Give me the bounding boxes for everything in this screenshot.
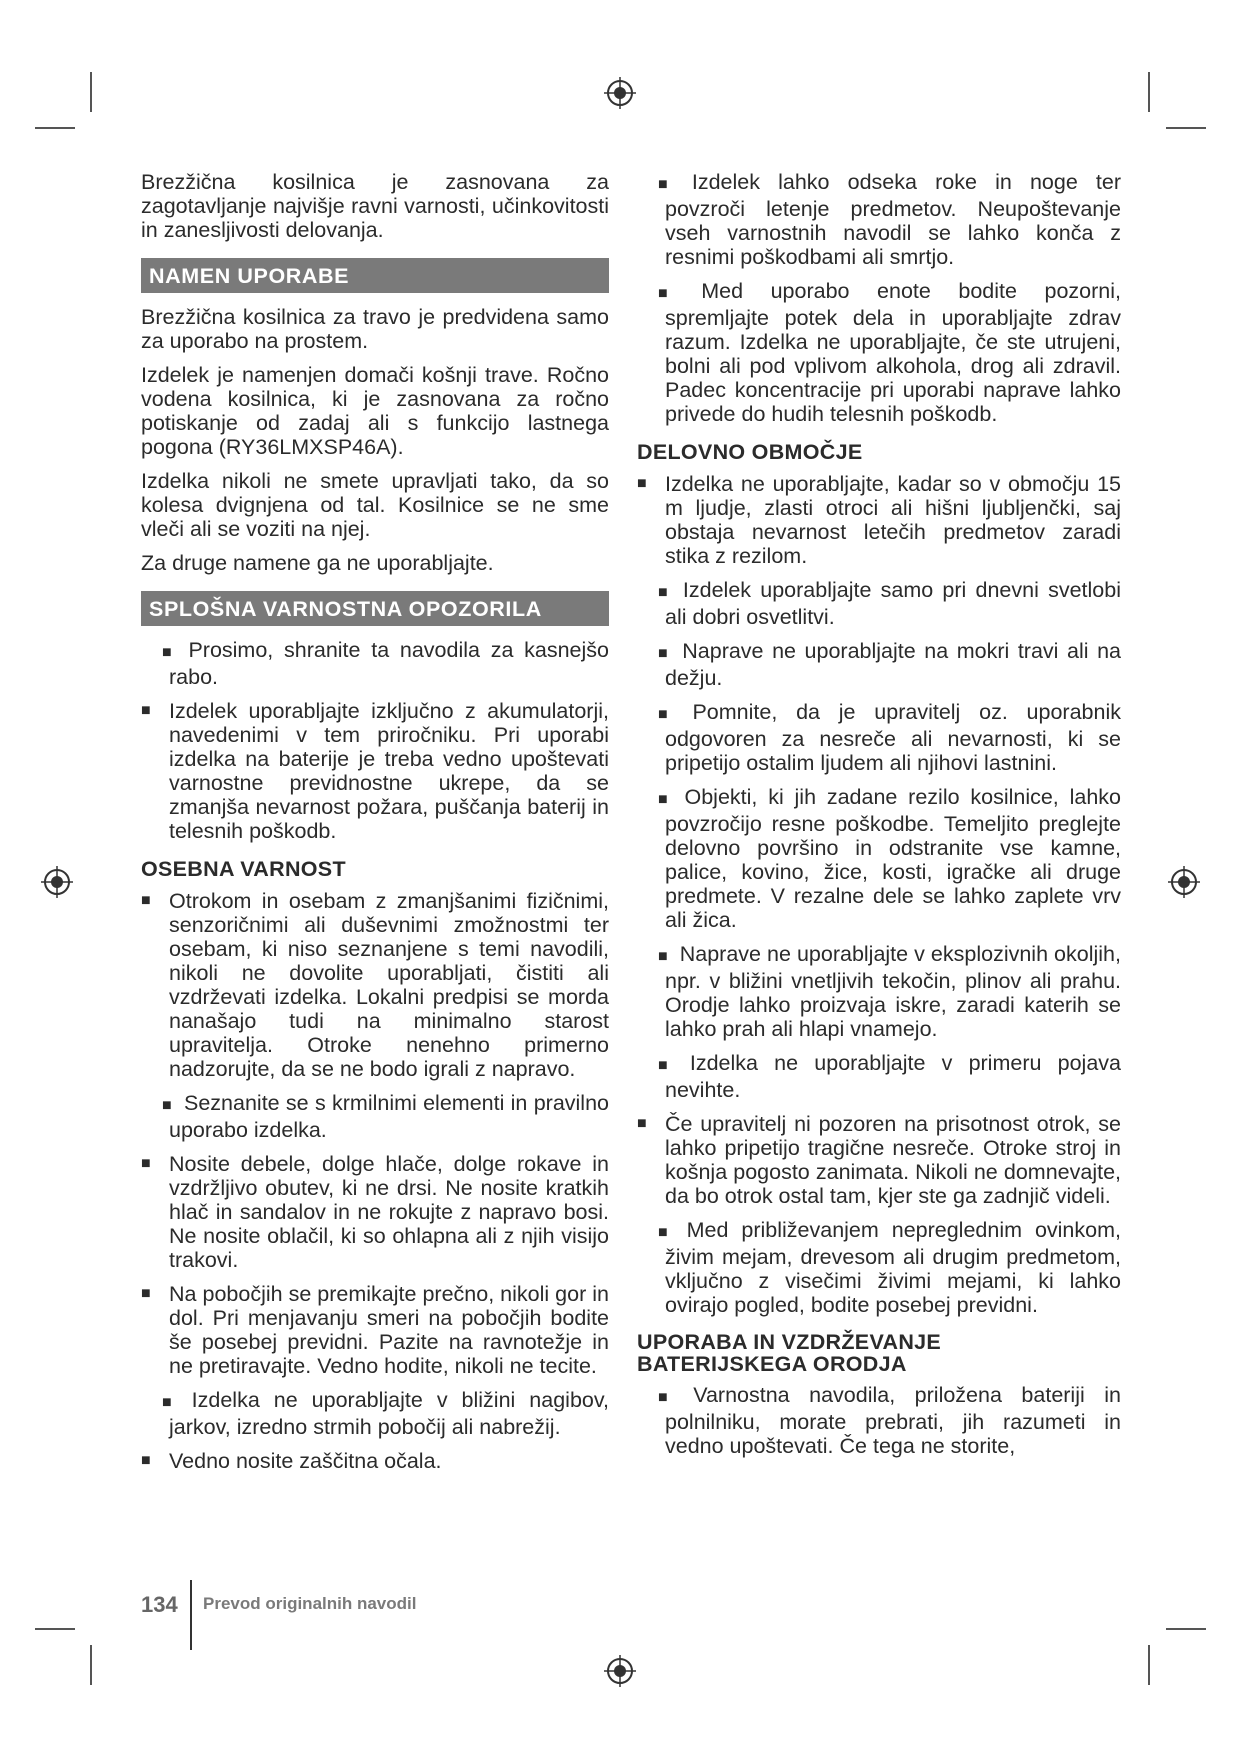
bullet-icon: ■ xyxy=(141,1452,151,1469)
subheading-line: BATERIJSKEGA ORODJA xyxy=(637,1352,907,1376)
footer-divider xyxy=(190,1580,192,1650)
bullet-icon: ■ xyxy=(658,1389,682,1406)
registration-mark-icon xyxy=(1167,865,1201,899)
bullet-icon: ■ xyxy=(658,285,690,302)
list-item: ■ Med približevanjem nepreglednim ovinkom, živim mejam, drevesom ali drugim predmetom, vključno z visečimi živimi mejami, ki lahko ovirajo pogled, bodite posebej previdni. xyxy=(658,1218,1121,1317)
bullet-icon: ■ xyxy=(141,702,151,719)
bullet-icon: ■ xyxy=(637,1115,647,1132)
paragraph: Brezžična kosilnica za travo je predvidena samo za uporabo na prostem. xyxy=(141,305,609,353)
bullet-icon: ■ xyxy=(658,706,681,723)
section-heading-namen-uporabe: NAMEN UPORABE xyxy=(141,258,609,293)
bullet-icon: ■ xyxy=(141,1285,151,1302)
subheading-line: UPORABA IN VZDRŽEVANJE xyxy=(637,1330,942,1354)
list-item: ■ Izdelka ne uporabljajte v bližini nagibov, jarkov, izredno strmih pobočij ali nabrežij. xyxy=(162,1388,609,1439)
crop-mark xyxy=(1148,72,1150,112)
paragraph: Izdelka nikoli ne smete upravljati tako, da so kolesa dvignjena od tal. Kosilnice se ne sme vleči ali se voziti na njej. xyxy=(141,469,609,541)
list-item: ■ Naprave ne uporabljajte na mokri travi ali na dežju. xyxy=(658,639,1121,690)
list-item: ■ Seznanite se s krmilnimi elementi in pravilno uporabo izdelka. xyxy=(162,1091,609,1142)
list-item: ■ Otrokom in osebam z zmanjšanimi fizičnimi, senzoričnimi ali duševnimi zmožnostmi ter osebam, ki niso seznanjene s temi navodili, nikoli ne dovolite uporabljati, čistiti ali vzdrževati izdelka. Lokalni predpisi se morda nanašajo tudi na minimalno starost upravitelja. Otroke nenehno primerno nadzorujte, da se ne bodo igrali z napravo. xyxy=(141,889,609,1081)
crop-mark xyxy=(35,127,75,129)
crop-mark xyxy=(90,72,92,112)
bullet-icon: ■ xyxy=(141,1155,151,1172)
list-item: ■ Izdelek uporabljajte izključno z akumulatorji, navedenimi v tem priročniku. Pri uporabi izdelka na baterije je treba vedno upoštevati varnostne previdnostne ukrepe, da se zmanjša nevarnost požara, puščanja baterij in telesnih poškodb. xyxy=(141,699,609,843)
bullet-icon: ■ xyxy=(141,892,151,909)
list-item: ■ Izdelka ne uporabljajte v primeru pojava nevihte. xyxy=(658,1051,1121,1102)
bullet-icon: ■ xyxy=(658,948,668,965)
subheading-uporaba-in-vzdrzevanje xyxy=(637,1331,1121,1375)
footer-text: Prevod originalnih navodil xyxy=(203,1594,417,1613)
list-item: ■ Varnostna navodila, priložena bateriji in polnilniku, morate prebrati, jih razumeti in vedno upoštevati. Če tega ne storite, xyxy=(658,1383,1121,1458)
right-column xyxy=(637,170,1121,1468)
list-item: ■ Naprave ne uporabljajte v eksplozivnih okoljih, npr. v bližini vnetljivih tekočin, plinov ali prahu. Orodje lahko proizvaja iskre, zaradi katerih se lahko prah ali hlapi vnamejo. xyxy=(658,942,1121,1041)
list-item: ■ Izdelek uporabljajte samo pri dnevni svetlobi ali dobri osvetlitvi. xyxy=(658,578,1121,629)
registration-mark-icon xyxy=(603,1654,637,1688)
crop-mark xyxy=(1166,1628,1206,1630)
list-item: ■ Med uporabo enote bodite pozorni, spremljajte potek dela in uporabljajte zdrav razum. Izdelka ne uporabljajte, če ste utrujeni, bolni ali pod vplivom alkohola, drog ali zdravil. Padec koncentracije pri uporabi naprave lahko privede do hudih telesnih poškodb. xyxy=(658,279,1121,426)
paragraph: Izdelek je namenjen domači košnji trave. Ročno vodena kosilnica, ki je zasnovana za ročno potiskanje od zadaj ali s funkcijo lastnega pogona (RY36LMXSP46A). xyxy=(141,363,609,459)
bullet-icon: ■ xyxy=(658,1224,675,1241)
bullet-icon: ■ xyxy=(162,1394,180,1411)
crop-mark xyxy=(1148,1645,1150,1685)
section-heading-splosna-varnostna-opozorila: SPLOŠNA VARNOSTNA OPOZORILA xyxy=(141,591,609,626)
list-item: ■ Izdelek lahko odseka roke in noge ter povzroči letenje predmetov. Neupoštevanje vseh varnostnih navodil se lahko konča z resnimi poškodbami ali smrtjo. xyxy=(658,170,1122,269)
bullet-icon: ■ xyxy=(658,791,673,808)
bullet-icon: ■ xyxy=(658,1057,678,1074)
page-number: 134 xyxy=(141,1592,178,1617)
bullet-icon: ■ xyxy=(637,475,647,492)
subheading-osebna-varnost: OSEBNA VARNOST xyxy=(141,857,346,881)
registration-mark-icon xyxy=(603,76,637,110)
bullet-icon: ■ xyxy=(162,644,177,661)
bullet-icon: ■ xyxy=(162,1097,172,1114)
left-column xyxy=(141,170,609,1483)
list-item: ■ Prosimo, shranite ta navodila za kasnejšo rabo. xyxy=(162,638,610,689)
crop-mark xyxy=(90,1645,92,1685)
paragraph: Za druge namene ga ne uporabljajte. xyxy=(141,551,494,575)
list-item: ■ Vedno nosite zaščitna očala. xyxy=(141,1449,442,1473)
subheading-delovno-obmocje: DELOVNO OBMOČJE xyxy=(637,440,863,464)
registration-mark-icon xyxy=(40,865,74,899)
list-item: ■ Objekti, ki jih zadane rezilo kosilnice, lahko povzročijo resne poškodbe. Temeljito preglejte delovno površino in odstranite vse kamne, palice, kovino, žice, kosti, igračke ali druge predmete. V rezalne dele se lahko zaplete vrv ali žica. xyxy=(658,785,1121,932)
intro-paragraph: Brezžična kosilnica je zasnovana za zagotavljanje najvišje ravni varnosti, učinkovitosti in zanesljivosti delovanja. xyxy=(141,170,609,242)
bullet-icon: ■ xyxy=(658,584,671,601)
crop-mark xyxy=(1166,127,1206,129)
bullet-icon: ■ xyxy=(658,645,671,662)
list-item: ■ Na pobočjih se premikajte prečno, nikoli gor in dol. Pri menjavanju smeri na pobočjih bodite še posebej previdni. Pazite na ravnotežje in ne pretiravajte. Vedno hodite, nikoli ne tecite. xyxy=(141,1282,609,1378)
list-item: ■ Če upravitelj ni pozoren na prisotnost otrok, se lahko pripetijo tragične nesreče. Otroke stroj in košnja pogosto zanimata. Nikoli ne domnevajte, da bo otrok ostal tam, kjer ste ga zadnjič videli. xyxy=(637,1112,1121,1208)
list-item: ■ Izdelka ne uporabljajte, kadar so v območju 15 m ljudje, zlasti otroci ali hišni ljubljenčki, saj obstaja nevarnost letečih predmetov zaradi stika z rezilom. xyxy=(637,472,1121,568)
list-item: ■ Pomnite, da je upravitelj oz. uporabnik odgovoren za nesreče ali nevarnosti, ki se pripetijo ostalim ljudem ali njihovi lastnini. xyxy=(658,700,1121,775)
bullet-icon: ■ xyxy=(658,176,680,193)
crop-mark xyxy=(35,1628,75,1630)
list-item: ■ Nosite debele, dolge hlače, dolge rokave in vzdržljivo obutev, ki ne drsi. Ne nosite kratkih hlač in sandalov in ne rokujte z napravo bosi. Ne nosite oblačil, ki so ohlapna ali z njih visijo trakovi. xyxy=(141,1152,609,1272)
